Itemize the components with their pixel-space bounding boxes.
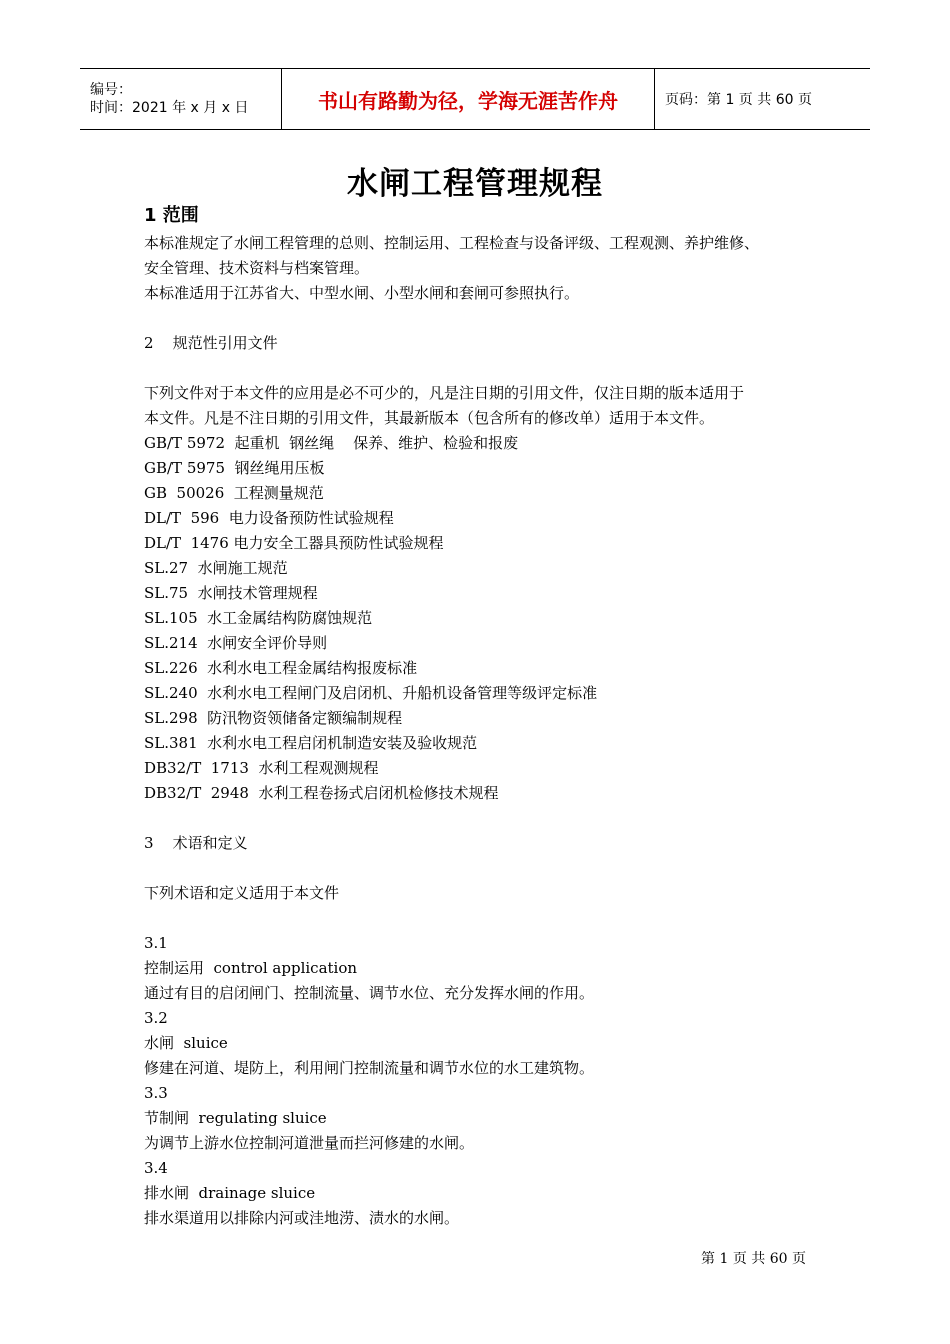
- section-2-intro: 下列文件对于本文件的应用是必不可少的，凡是注日期的引用文件，仅注日期的版本适用于: [144, 384, 745, 402]
- reference-item: SL.27 水闸施工规范: [144, 559, 288, 577]
- page-info-text: 页码：第 1 页 共 60 页: [665, 92, 812, 108]
- reference-item: DB32/T 1713 水利工程观测规程: [144, 759, 379, 777]
- term-definition: 为调节上游水位控制河道泄量而拦河修建的水闸。: [144, 1134, 475, 1152]
- section-3-intro: 下列术语和定义适用于本文件: [144, 884, 340, 902]
- term-definition: 修建在河道、堤防上，利用闸门控制流量和调节水位的水工建筑物。: [144, 1059, 595, 1077]
- number-label: 编号：: [90, 82, 132, 98]
- term-name: 节制闸 regulating sluice: [144, 1109, 327, 1127]
- reference-item: SL.240 水利水电工程闸门及启闭机、升船机设备管理等级评定标准: [144, 684, 598, 702]
- reference-item: GB/T 5975 钢丝绳用压板: [144, 459, 325, 477]
- term-name: 控制运用 control application: [144, 959, 358, 977]
- reference-item: GB/T 5972 起重机 钢丝绳 保养、维护、检验和报废: [144, 434, 519, 452]
- term-number: 3.1: [144, 934, 168, 952]
- reference-item: GB 50026 工程测量规范: [144, 484, 324, 502]
- section-2-intro: 本文件。凡是不注日期的引用文件，其最新版本（包含所有的修改单）适用于本文件。: [144, 409, 715, 427]
- term-definition: 通过有目的启闭闸门、控制流量、调节水位、充分发挥水闸的作用。: [144, 984, 595, 1002]
- document-header: [80, 68, 870, 130]
- header-motto: [281, 69, 655, 129]
- header-meta: [80, 69, 281, 129]
- term-number: 3.3: [144, 1084, 168, 1102]
- term-number: 3.2: [144, 1009, 168, 1027]
- reference-item: DL/T 1476 电力安全工器具预防性试验规程: [144, 534, 444, 552]
- reference-item: SL.75 水闸技术管理规程: [144, 584, 318, 602]
- reference-item: SL.381 水利水电工程启闭机制造安装及验收规范: [144, 734, 478, 752]
- document-title: 水闸工程管理规程: [347, 166, 603, 202]
- section-1-paragraph: 本标准适用于江苏省大、中型水闸、小型水闸和套闸可参照执行。: [144, 284, 580, 302]
- section-1-paragraph: 本标准规定了水闸工程管理的总则、控制运用、工程检查与设备评级、工程观测、养护维修、: [144, 234, 760, 252]
- time-label: 时间：2021 年 x 月 x 日: [90, 100, 249, 116]
- section-1-paragraph: 安全管理、技术资料与档案管理。: [144, 259, 370, 277]
- term-number: 3.4: [144, 1159, 168, 1177]
- term-name: 水闸 sluice: [144, 1034, 228, 1052]
- section-3-heading: 3 术语和定义: [144, 834, 248, 852]
- term-name: 排水闸 drainage sluice: [144, 1184, 316, 1202]
- reference-item: SL.226 水利水电工程金属结构报废标准: [144, 659, 418, 677]
- page-footer: 第 1 页 共 60 页: [701, 1251, 806, 1267]
- reference-item: SL.105 水工金属结构防腐蚀规范: [144, 609, 373, 627]
- reference-item: SL.214 水闸安全评价导则: [144, 634, 328, 652]
- reference-item: DB32/T 2948 水利工程卷扬式启闭机检修技术规程: [144, 784, 499, 802]
- document-body: [144, 203, 824, 1231]
- section-1-heading: 1 范围: [144, 205, 199, 226]
- reference-item: SL.298 防汛物资领储备定额编制规程: [144, 709, 403, 727]
- term-definition: 排水渠道用以排除内河或洼地涝、渍水的水闸。: [144, 1209, 460, 1227]
- section-2-heading: 2 规范性引用文件: [144, 334, 278, 352]
- reference-item: DL/T 596 电力设备预防性试验规程: [144, 509, 394, 527]
- header-page-info: [655, 69, 870, 129]
- motto-text: 书山有路勤为径，学海无涯苦作舟: [318, 88, 618, 113]
